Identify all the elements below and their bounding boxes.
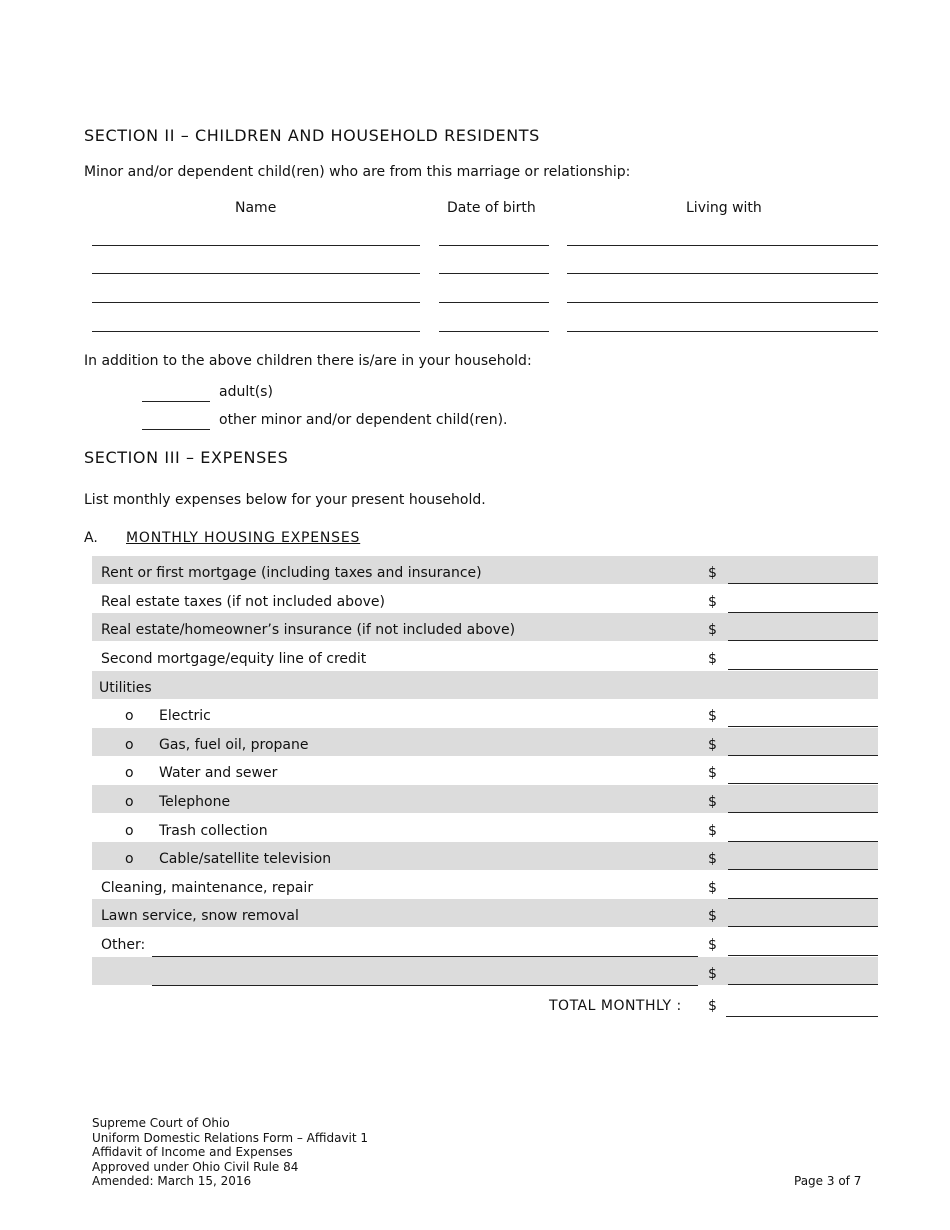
bullet-icon: o: [125, 765, 134, 781]
expense-label: Cable/satellite television: [159, 851, 332, 867]
expense-row-gas: [92, 728, 878, 756]
total-monthly-label: TOTAL MONTHLY :: [549, 998, 682, 1014]
dollar-sign: $: [708, 565, 717, 581]
amount-field-other-2[interactable]: [728, 984, 878, 985]
column-header-name: Name: [235, 200, 277, 216]
form-footer: [92, 1116, 368, 1189]
footer-form-title: Affidavit of Income and Expenses: [92, 1145, 293, 1159]
expense-row-real-estate-taxes: [92, 585, 878, 613]
dollar-sign: $: [708, 594, 717, 610]
expense-label: Water and sewer: [159, 765, 278, 781]
expenses-intro: List monthly expenses below for your present household.: [84, 492, 486, 508]
child-name-field[interactable]: [92, 273, 420, 274]
dollar-sign: $: [708, 737, 717, 753]
expense-label: Real estate taxes (if not included above): [101, 594, 385, 610]
dollar-sign: $: [708, 823, 717, 839]
expense-row-other-2: [92, 957, 878, 985]
expense-row-utilities: [92, 671, 878, 699]
child-dob-field[interactable]: [439, 302, 549, 303]
footer-approval: Approved under Ohio Civil Rule 84: [92, 1159, 299, 1174]
child-dob-field[interactable]: [439, 331, 549, 332]
amount-field-rent[interactable]: [728, 583, 878, 584]
children-intro: Minor and/or dependent child(ren) who are from this marriage or relationship:: [84, 164, 631, 180]
utilities-label: Utilities: [99, 680, 152, 696]
expense-row-rent: [92, 556, 878, 584]
expense-row-trash: [92, 814, 878, 842]
amount-field-water[interactable]: [728, 783, 878, 784]
footer-amended-date: Amended: March 15, 2016: [92, 1174, 252, 1188]
child-living-with-field[interactable]: [567, 273, 878, 274]
column-header-dob: Date of birth: [447, 200, 536, 216]
expense-row-telephone: [92, 785, 878, 813]
expense-label: Cleaning, maintenance, repair: [101, 880, 314, 896]
expense-label: Rent or first mortgage (including taxes and insurance): [101, 565, 482, 581]
household-intro: In addition to the above children there is/are in your household:: [84, 353, 532, 369]
footer-court: Supreme Court of Ohio: [92, 1116, 230, 1130]
child-living-with-field[interactable]: [567, 331, 878, 332]
amount-field-cable[interactable]: [728, 869, 878, 870]
column-header-living-with: Living with: [686, 200, 762, 216]
dollar-sign: $: [708, 880, 717, 896]
subsection-title: MONTHLY HOUSING EXPENSES: [126, 530, 361, 546]
bullet-icon: o: [125, 851, 134, 867]
dollar-sign: $: [708, 765, 717, 781]
expense-row-cable: [92, 842, 878, 870]
expense-row-lawn: [92, 899, 878, 927]
expense-row-water: [92, 756, 878, 784]
dollar-sign: $: [708, 998, 717, 1014]
other-children-label: other minor and/or dependent child(ren).: [219, 412, 508, 428]
child-dob-field[interactable]: [439, 273, 549, 274]
child-living-with-field[interactable]: [567, 245, 878, 246]
amount-field-electric[interactable]: [728, 726, 878, 727]
dollar-sign: $: [708, 966, 717, 982]
dollar-sign: $: [708, 908, 717, 924]
child-name-field[interactable]: [92, 331, 420, 332]
section-3-heading: SECTION III – EXPENSES: [84, 448, 289, 467]
amount-field-insurance[interactable]: [728, 640, 878, 641]
expense-label: Telephone: [159, 794, 231, 810]
total-monthly-field[interactable]: [726, 1016, 878, 1017]
expense-row-insurance: [92, 613, 878, 641]
bullet-icon: o: [125, 823, 134, 839]
dollar-sign: $: [708, 622, 717, 638]
adults-count-field[interactable]: [142, 401, 210, 402]
page-number: Page 3 of 7: [794, 1174, 862, 1188]
dollar-sign: $: [708, 708, 717, 724]
child-name-field[interactable]: [92, 245, 420, 246]
amount-field-second-mortgage[interactable]: [728, 669, 878, 670]
child-name-field[interactable]: [92, 302, 420, 303]
amount-field-lawn[interactable]: [728, 926, 878, 927]
expense-row-cleaning: [92, 871, 878, 899]
expense-row-electric: [92, 699, 878, 727]
expense-label: Second mortgage/equity line of credit: [101, 651, 367, 667]
child-living-with-field[interactable]: [567, 302, 878, 303]
expense-label: Gas, fuel oil, propane: [159, 737, 309, 753]
adults-label: adult(s): [219, 384, 273, 400]
expense-row-other: [92, 928, 878, 956]
expense-label: Electric: [159, 708, 211, 724]
dollar-sign: $: [708, 794, 717, 810]
bullet-icon: o: [125, 708, 134, 724]
dollar-sign: $: [708, 851, 717, 867]
dollar-sign: $: [708, 937, 717, 953]
subsection-letter: A.: [84, 530, 98, 546]
other-children-count-field[interactable]: [142, 429, 210, 430]
expense-label: Lawn service, snow removal: [101, 908, 299, 924]
section-2-heading: SECTION II – CHILDREN AND HOUSEHOLD RESIDENTS: [84, 126, 540, 145]
amount-field-telephone[interactable]: [728, 812, 878, 813]
footer-form-name: Uniform Domestic Relations Form – Affidavit 1: [92, 1130, 369, 1145]
amount-field-other[interactable]: [728, 955, 878, 956]
bullet-icon: o: [125, 737, 134, 753]
dollar-sign: $: [708, 651, 717, 667]
expense-label: Trash collection: [159, 823, 268, 839]
other-label: Other:: [101, 937, 146, 953]
other-description-field[interactable]: [152, 985, 698, 986]
bullet-icon: o: [125, 794, 134, 810]
expense-row-second-mortgage: [92, 642, 878, 670]
child-dob-field[interactable]: [439, 245, 549, 246]
expense-label: Real estate/homeowner’s insurance (if not included above): [101, 622, 516, 638]
